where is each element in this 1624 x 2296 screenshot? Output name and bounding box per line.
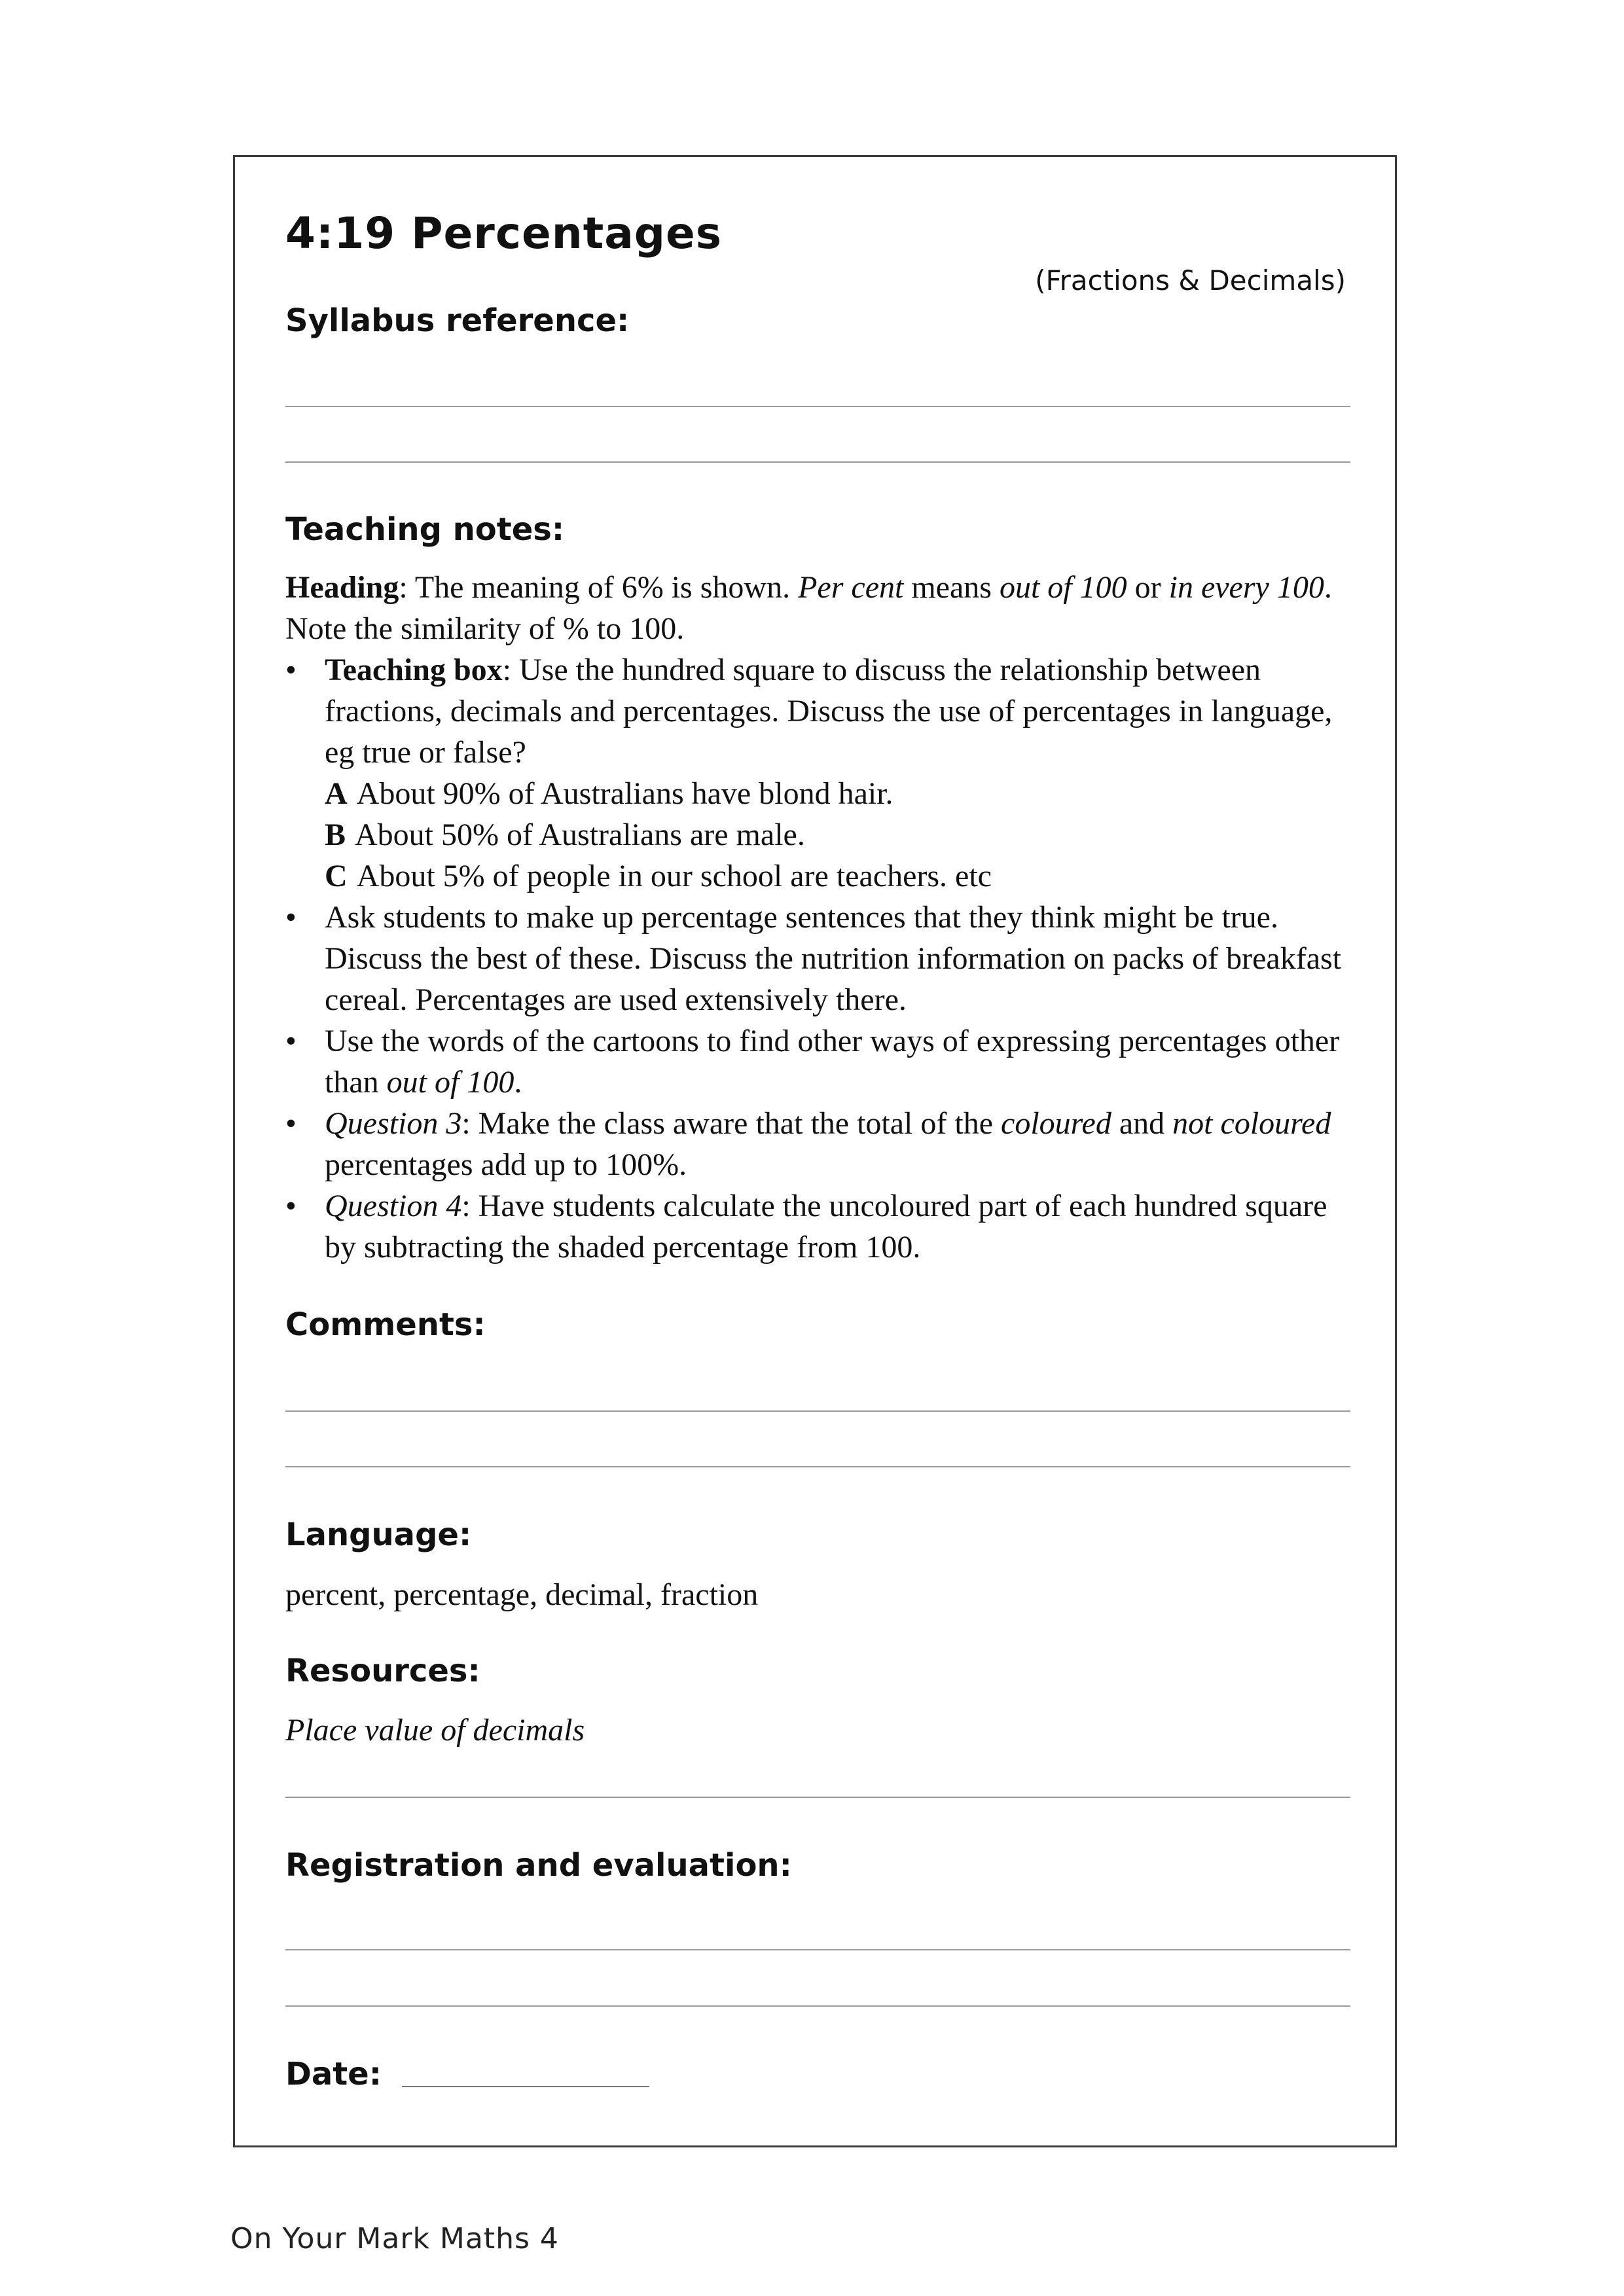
heading-note <box>285 567 1359 649</box>
resources-line <box>285 1797 1350 1798</box>
resources-heading: Resources: <box>285 1653 480 1689</box>
page-title: 4:19 Percentages <box>285 208 723 259</box>
footer-text: On Your Mark Maths 4 <box>230 2222 559 2255</box>
tf-letter: B <box>325 817 346 852</box>
heading-text: : The meaning of 6% is shown. <box>399 570 799 605</box>
syllabus-line-2 <box>285 461 1350 463</box>
tf-letter: C <box>325 859 348 893</box>
date-heading: Date: <box>285 2056 382 2092</box>
question-ref: Question 4 <box>325 1189 462 1223</box>
registration-heading: Registration and evaluation: <box>285 1847 792 1884</box>
heading-italic: in every 100 <box>1168 570 1324 605</box>
bullet-italic: not coloured <box>1172 1106 1331 1141</box>
syllabus-heading: Syllabus reference: <box>285 302 630 339</box>
teaching-heading: Teaching notes: <box>285 511 565 548</box>
heading-label: Heading <box>285 570 399 605</box>
true-false-item <box>325 855 1359 897</box>
bullet-text: : Have students calculate the uncoloured part of each hundred square by subtracting the shaded percentage from 100. <box>325 1189 1327 1265</box>
heading-text: . Note the similarity of % to 100. <box>285 570 1332 646</box>
comments-line-1 <box>285 1410 1350 1412</box>
bullet-text: and <box>1111 1106 1173 1141</box>
list-item <box>285 1103 1359 1185</box>
bullet-text: : Use the hundred square to discuss the relationship between fractions, decimals and percentages. Discuss the use of percentages in language, eg true or false? <box>325 653 1333 770</box>
list-item: • Ask students to make up percentage sentences that they think might be true. Discuss the best of these. Discuss the nutrition information on packs of breakfast cereal. Percentages are used extensively there. <box>285 897 1359 1020</box>
language-heading: Language: <box>285 1516 472 1553</box>
page-subtitle: (Fractions & Decimals) <box>1035 264 1346 296</box>
syllabus-line-1 <box>285 406 1350 407</box>
tf-text: About 5% of people in our school are teachers. etc <box>356 859 992 893</box>
heading-italic: out of 100 <box>999 570 1127 605</box>
resources-text: Place value of decimals <box>285 1713 585 1748</box>
list-item <box>285 1020 1359 1103</box>
list-item <box>285 1185 1359 1268</box>
true-false-item <box>325 814 1359 855</box>
bullet-text: . <box>514 1065 522 1100</box>
comments-heading: Comments: <box>285 1306 486 1343</box>
tf-text: About 90% of Australians have blond hair. <box>356 776 893 811</box>
true-false-item <box>325 773 1359 814</box>
tf-text: About 50% of Australians are male. <box>355 817 805 852</box>
date-line <box>402 2086 649 2087</box>
list-item <box>285 649 1359 897</box>
heading-text: or <box>1127 570 1169 605</box>
bullet-label: Teaching box <box>325 653 503 687</box>
registration-line-1 <box>285 1949 1350 1950</box>
bullet-italic: coloured <box>1001 1106 1111 1141</box>
comments-line-2 <box>285 1466 1350 1467</box>
bullet-text: percentages add up to 100%. <box>325 1147 687 1182</box>
question-ref: Question 3 <box>325 1106 462 1141</box>
heading-text: means <box>903 570 1000 605</box>
bullet-text: : Make the class aware that the total of the <box>461 1106 1001 1141</box>
language-text: percent, percentage, decimal, fraction <box>285 1577 759 1612</box>
heading-italic: Per cent <box>798 570 904 605</box>
tf-letter: A <box>325 776 348 811</box>
bullet-italic: out of 100 <box>386 1065 514 1100</box>
teaching-notes-list <box>285 649 1359 1268</box>
registration-line-2 <box>285 2005 1350 2007</box>
bullet-text: Use the words of the cartoons to find other ways of expressing percentages other than <box>325 1024 1340 1100</box>
